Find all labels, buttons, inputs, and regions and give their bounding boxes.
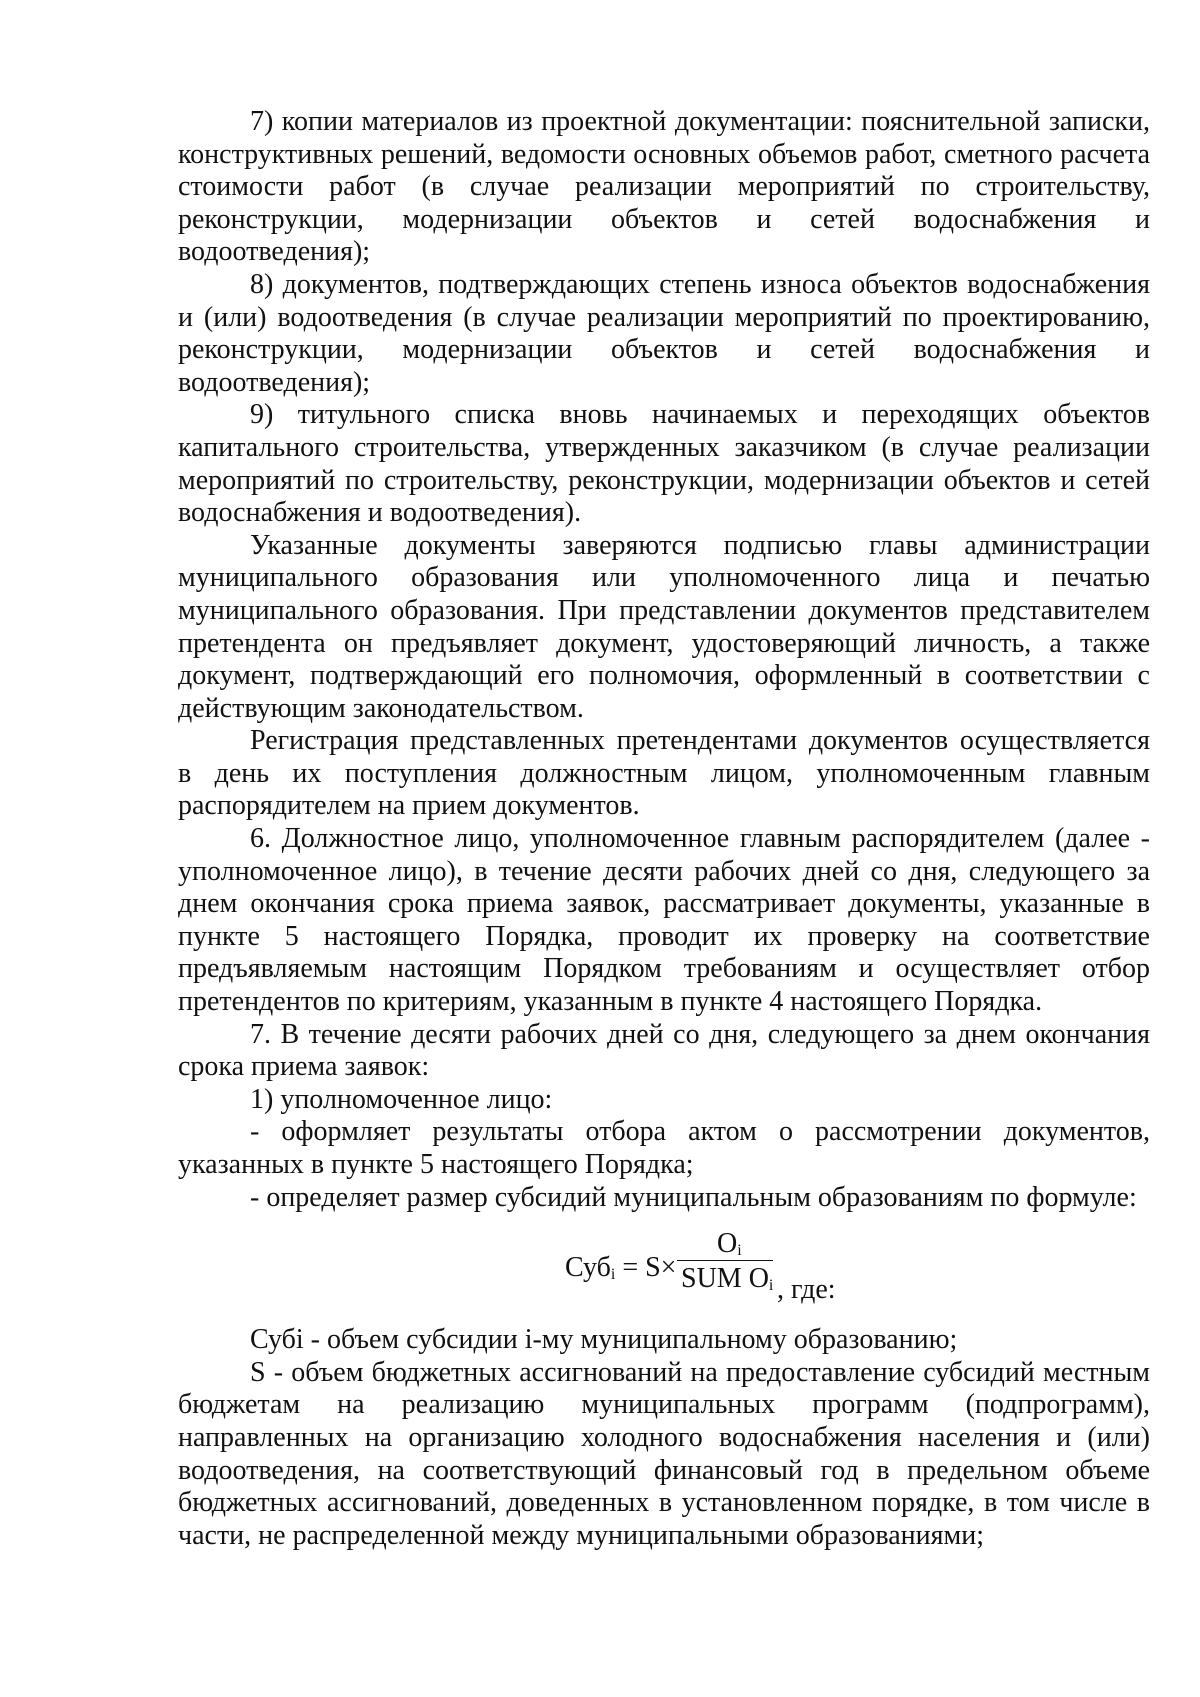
paragraph-dash-formula-intro: - определяет размер субсидий муниципальным образованиям по формуле: xyxy=(250,1181,1137,1213)
paragraph-item-9-title-list: 9) титульного списка вновь начинаемых и переходящих объектов капитального строительства, утвержденных заказчиком (в случае реализации мероприятий по строительству, реконструкции, модернизации объектов и сетей водоснабжения и водоотведения). xyxy=(178,399,1150,529)
formula-lhs: Суб$_i$ = S× xyxy=(565,1252,677,1284)
formula-numerator: $O_i$ xyxy=(717,1228,742,1260)
paragraph-clause-7: 7. В течение десяти рабочих дней со дня, следующего за днем окончания срока приема заявок: xyxy=(178,1018,1150,1083)
paragraph-certification: Указанные документы заверяются подписью главы администрации муниципального образования или уполномоченного лица и печатью муниципального образования. При представлении документов представителем претендента он предъявляет документ, удостоверяющий личность, а также документ, подтверждающий его полномочия, оформленный в соответствии с действующим законодательством. xyxy=(178,529,1150,724)
paragraph-item-8-wear-docs: 8) документов, подтверждающих степень износа объектов водоснабжения и (или) водоотведения (в случае реализации мероприятий по проектированию, реконструкции, модернизации объектов и сетей водоснабжения и водоотведения); xyxy=(178,268,1150,398)
paragraph-def-sub-i: Субi - объем субсидии i-му муниципальному образованию; xyxy=(250,1324,958,1356)
paragraph-clause-6: 6. Должностное лицо, уполномоченное главным распорядителем (далее - уполномоченное лицо), в течение десяти рабочих дней со дня, следующего за днем окончания срока приема заявок, рассматривает документы, указанные в пункте 5 настоящего Порядка, проводит их проверку на соответствие предъявляемым настоящим Порядком требованиям и осуществляет отбор претендентов по критериям, указанным в пункте 4 настоящего Порядка. xyxy=(178,823,1150,1018)
paragraph-registration: Регистрация представленных претендентами документов осуществляется в день их поступления должностным лицом, уполномоченным главным распорядителем на прием документов. xyxy=(178,725,1150,822)
paragraph-subclause-1: 1) уполномоченное лицо: xyxy=(250,1083,553,1115)
paragraph-item-7-project-docs: 7) копии материалов из проектной документации: пояснительной записки, конструктивных решений, ведомости основных объемов работ, сметного расчета стоимости работ (в случае реализации мероприятий по строительству, реконструкции, модернизации объектов и сетей водоснабжения и водоотведения); xyxy=(178,106,1150,268)
formula-fraction-bar xyxy=(677,1260,773,1261)
paragraph-def-s: S - объем бюджетных ассигнований на предоставление субсидий местным бюджетам на реализацию муниципальных программ (подпрограмм), направленных на организацию холодного водоснабжения населения и (или) водоотведения, на соответствующий финансовый год в предельном объеме бюджетных ассигнований, доведенных в установленном порядке, в том числе в части, не распределенной между муниципальными образованиями; xyxy=(178,1356,1150,1551)
subsidy-formula xyxy=(178,1230,1150,1312)
paragraph-dash-act: - оформляет результаты отбора актом о рассмотрении документов, указанных в пункте 5 настоящего Порядка; xyxy=(178,1116,1150,1180)
formula-denominator: SUM $O_i$ xyxy=(681,1263,774,1295)
document-page xyxy=(178,106,1150,1552)
formula-where: , где: xyxy=(777,1274,836,1306)
